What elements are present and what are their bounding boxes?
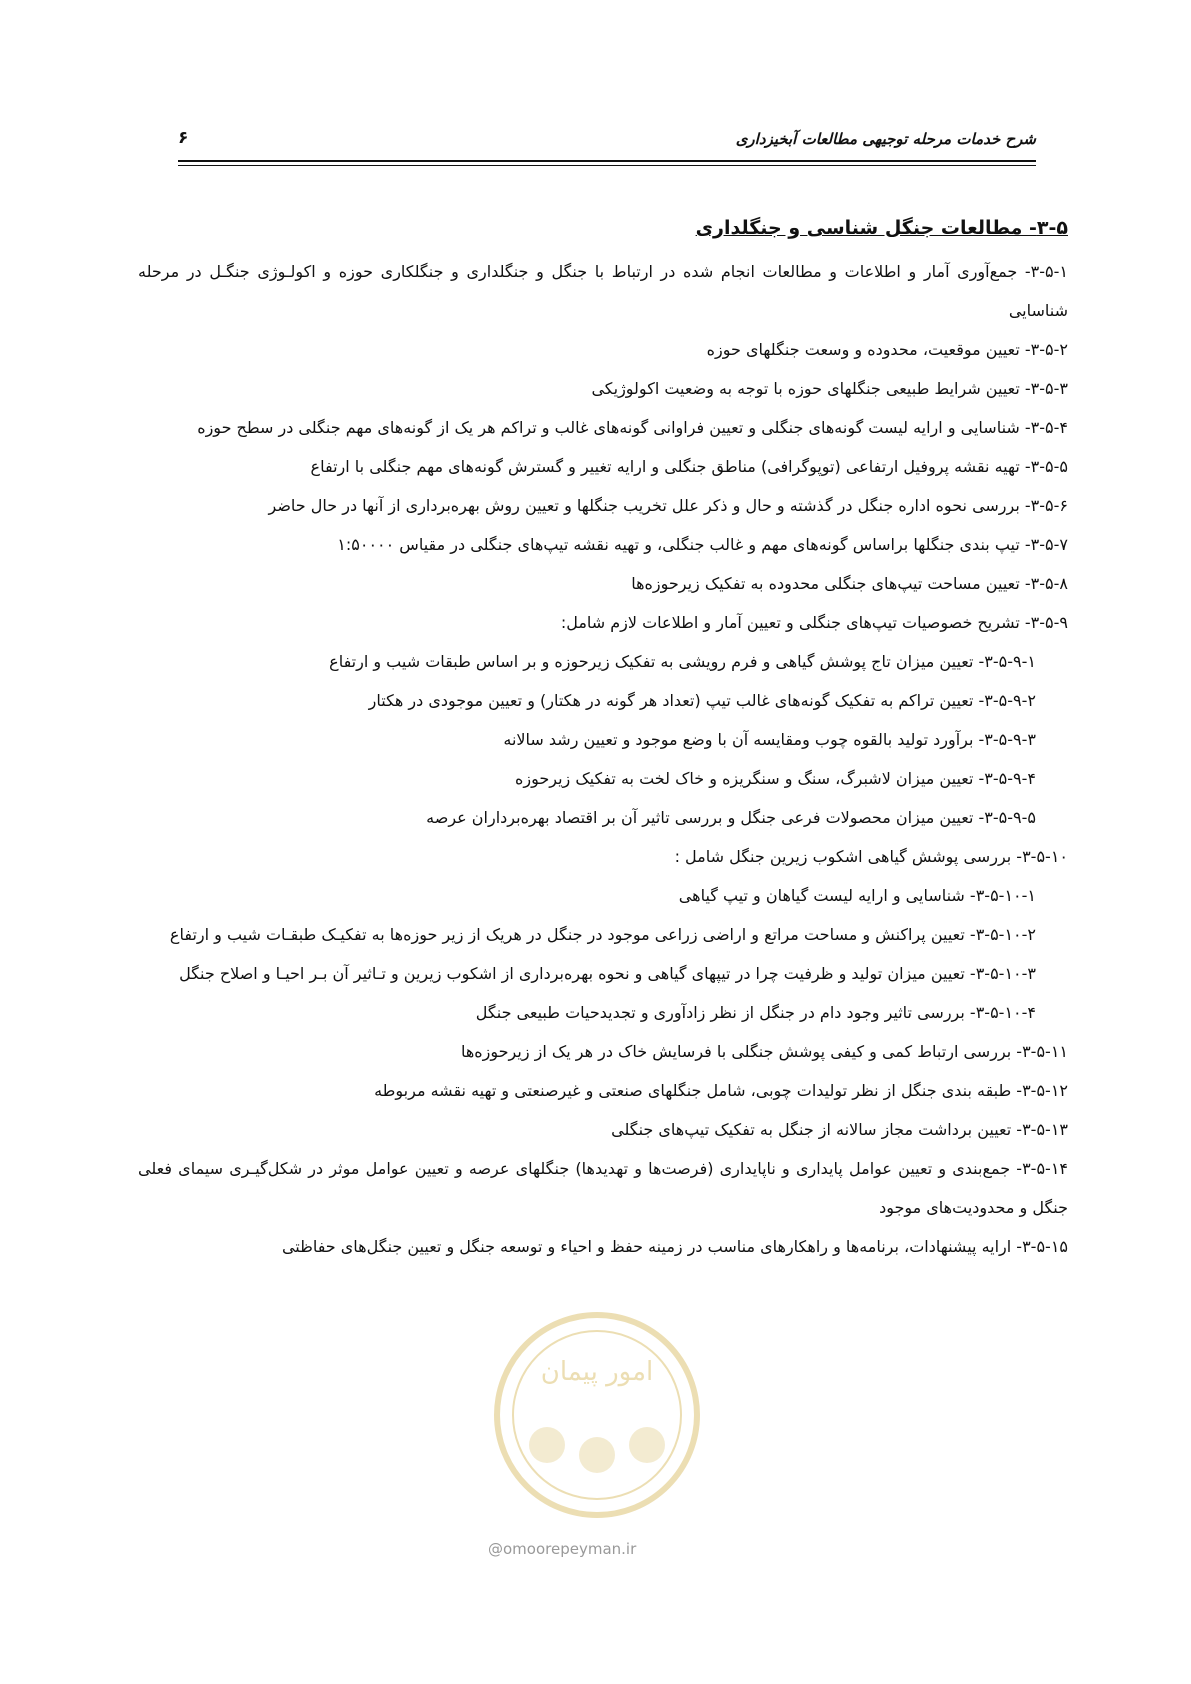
watermark-logo (487, 1305, 707, 1525)
svg-text:امور پیمان: امور پیمان (540, 1357, 654, 1387)
list-item: ۳-۵-۱۴- جمع‌بندی و تعیین عوامل پایداری و ناپایداری (فرصت‌ها و تهدیدها) جنگلهای عرصه و تعیین عوامل موثر در شکل‌گیـری سیمای فعلی جنگل و محدودیت‌های موجود (138, 1159, 1068, 1217)
list-item: ۳-۵-۱۵- ارایه پیشنهادات، برنامه‌ها و راهکارهای مناسب در زمینه حفظ و احیاء و توسعه جنگل و تعیین جنگل‌های حفاظتی (281, 1237, 1068, 1256)
sub-list-item: ۳-۵-۹-۴- تعیین میزان لاشبرگ، سنگ و سنگریزه و خاک لخت به تفکیک زیرحوزه (514, 769, 1036, 788)
header-rule-thin (178, 165, 1036, 166)
header-title: شرح خدمات مرحله توجیهی مطالعات آبخیزداری (735, 130, 1036, 148)
list-item: ۳-۵-۹- تشریح خصوصیات تیپ‌های جنگلی و تعیین آمار و اطلاعات لازم شامل: (560, 613, 1068, 632)
list-item: ۳-۵-۱۳- تعیین برداشت مجاز سالانه از جنگل به تفکیک تیپ‌های جنگلی (611, 1120, 1068, 1139)
sub-list-item: ۳-۵-۱۰-۱- شناسایی و ارایه لیست گیاهان و تیپ گیاهی (678, 886, 1036, 905)
list-item: ۳-۵-۴- شناسایی و ارایه لیست گونه‌های جنگلی و تعیین فراوانی گونه‌های غالب و تراکم هر یک از گونه‌های مهم جنگلی در سطح حوزه (197, 418, 1068, 437)
list-item: ۳-۵-۱- جمع‌آوری آمار و اطلاعات و مطالعات انجام شده در ارتباط با جنگل و جنگلداری و جنگلکاری حوزه و اکولـوژی جنگـل در مرحله شناسایی (138, 262, 1068, 320)
watermark-site: @omoorepeyman.ir (488, 1540, 637, 1558)
list-item: ۳-۵-۲- تعیین موقعیت، محدوده و وسعت جنگلهای حوزه (706, 340, 1068, 359)
list-item: ۳-۵-۱۰- بررسی پوشش گیاهی اشکوب زیرین جنگل شامل : (674, 847, 1068, 866)
sub-list-item: ۳-۵-۱۰-۳- تعیین میزان تولید و ظرفیت چرا در تیپهای گیاهی و نحوه بهره‌برداری از اشکوب زیرین و تـاثیر آن بـر احیـا و اصلاح جنگل (179, 964, 1036, 983)
list-item: ۳-۵-۵- تهیه نقشه پروفیل ارتفاعی (توپوگرافی) مناطق جنگلی و ارایه تغییر و گسترش گونه‌های مهم جنگلی با ارتفاع (310, 457, 1068, 476)
page-number: ۶ (178, 128, 189, 148)
list-item: ۳-۵-۱۱- بررسی ارتباط کمی و کیفی پوشش جنگلی با فرسایش خاک در هر یک از زیرحوزه‌ها (460, 1042, 1068, 1061)
sub-list-item: ۳-۵-۱۰-۴- بررسی تاثیر وجود دام در جنگل از نظر زادآوری و تجدیدحیات طبیعی جنگل (475, 1003, 1036, 1022)
item-list (138, 252, 1068, 1266)
list-item: ۳-۵-۸- تعیین مساحت تیپ‌های جنگلی محدوده به تفکیک زیرحوزه‌ها (631, 574, 1068, 593)
sub-list-item: ۳-۵-۹-۲- تعیین تراکم به تفکیک گونه‌های غالب تیپ (تعداد هر گونه در هکتار) و تعیین موجودی در هکتار (368, 691, 1036, 710)
list-item: ۳-۵-۶- بررسی نحوه اداره جنگل در گذشته و حال و ذکر علل تخریب جنگلها و تعیین روش بهره‌برداری از آنها در حال حاضر (268, 496, 1068, 515)
sub-list-item: ۳-۵-۹-۵- تعیین میزان محصولات فرعی جنگل و بررسی تاثیر آن بر اقتصاد بهره‌برداران عرصه (426, 808, 1036, 827)
section-title: ۳-۵- مطالعات جنگل شناسی و جنگلداری (695, 217, 1068, 239)
list-item: ۳-۵-۷- تیپ بندی جنگلها براساس گونه‌های مهم و غالب جنگلی، و تهیه نقشه تیپ‌های جنگلی در مقیاس ۱:۵۰۰۰۰ (337, 535, 1068, 554)
list-item: ۳-۵-۱۲- طبقه بندی جنگل از نظر تولیدات چوبی، شامل جنگلهای صنعتی و غیرصنعتی و تهیه نقشه مربوطه (374, 1081, 1068, 1100)
sub-list-item: ۳-۵-۹-۳- برآورد تولید بالقوه چوب ومقایسه آن با وضع موجود و تعیین رشد سالانه (503, 730, 1036, 749)
page-header (178, 122, 1036, 170)
sub-list-item: ۳-۵-۱۰-۲- تعیین پراکنش و مساحت مراتع و اراضی زراعی موجود در جنگل در هریک از زیر حوزه‌ها به تفکیـک طبقـات شیب و ارتفاع (169, 925, 1036, 944)
header-rule-thick (178, 160, 1036, 162)
sub-list-item: ۳-۵-۹-۱- تعیین میزان تاج پوشش گیاهی و فرم رویشی به تفکیک زیرحوزه و بر اساس طبقات شیب و ارتفاع (329, 652, 1036, 671)
document-body (138, 210, 1068, 1266)
list-item: ۳-۵-۳- تعیین شرایط طبیعی جنگلهای حوزه با توجه به وضعیت اکولوژیکی (591, 379, 1068, 398)
